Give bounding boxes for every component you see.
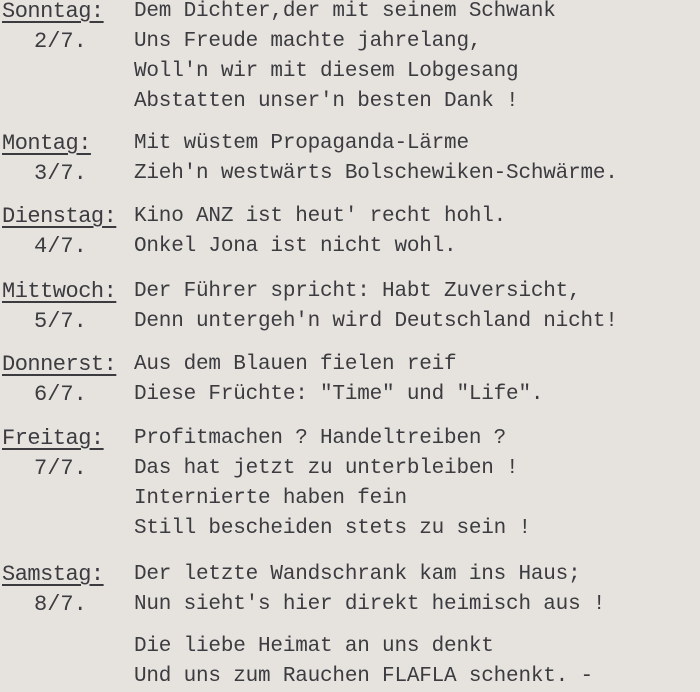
- verse-line: Profitmachen ? Handeltreiben ?: [134, 427, 507, 450]
- day-label: Sonntag:: [2, 0, 104, 24]
- verse-line: Still bescheiden stets zu sein !: [134, 517, 531, 540]
- day-label: Samstag:: [2, 562, 104, 587]
- verse-line: Das hat jetzt zu unterbleiben !: [134, 457, 519, 480]
- verse-line: Der Führer spricht: Habt Zuversicht,: [134, 280, 581, 303]
- verse: [134, 202, 700, 262]
- verse: [134, 129, 700, 189]
- verse-line: Abstatten unser'n besten Dank !: [134, 90, 519, 113]
- day-label: Dienstag:: [2, 204, 117, 229]
- verse-line: Denn untergeh'n wird Deutschland nicht!: [134, 310, 618, 333]
- verse-line: Mit wüstem Propaganda-Lärme: [134, 132, 469, 155]
- verse-line: Diese Früchte: "Time" und "Life".: [134, 383, 544, 406]
- date-label: 5/7.: [34, 309, 87, 334]
- verse-line: Dem Dichter,der mit seinem Schwank: [134, 0, 556, 23]
- verse: [134, 560, 700, 620]
- verse: [134, 632, 700, 692]
- date-label: 2/7.: [34, 29, 87, 54]
- date-label: 7/7.: [34, 456, 87, 481]
- verse-line: Aus dem Blauen fielen reif: [134, 353, 457, 376]
- verse-line: Woll'n wir mit diesem Lobgesang: [134, 60, 519, 83]
- date-label: 4/7.: [34, 234, 87, 259]
- date-label: 6/7.: [34, 382, 87, 407]
- verse-line: Die liebe Heimat an uns denkt: [134, 635, 494, 658]
- verse: [134, 0, 700, 117]
- verse: [134, 277, 700, 337]
- day-label: Freitag:: [2, 426, 104, 451]
- verse-line: Onkel Jona ist nicht wohl.: [134, 235, 457, 258]
- day-label: Mittwoch:: [2, 279, 117, 304]
- verse-line: Kino ANZ ist heut' recht hohl.: [134, 205, 507, 228]
- verse-line: Internierte haben fein: [134, 487, 407, 510]
- verse: [134, 350, 700, 410]
- verse-line: Der letzte Wandschrank kam ins Haus;: [134, 563, 581, 586]
- date-label: 3/7.: [34, 161, 87, 186]
- verse-line: Und uns zum Rauchen FLAFLA schenkt. -: [134, 665, 593, 688]
- verse-line: Nun sieht's hier direkt heimisch aus !: [134, 593, 606, 616]
- day-label: Donnerst:: [2, 352, 117, 377]
- verse-line: Zieh'n westwärts Bolschewiken-Schwärme.: [134, 162, 618, 185]
- verse: [134, 424, 700, 544]
- verse-line: Uns Freude machte jahrelang,: [134, 30, 482, 53]
- day-label: Montag:: [2, 131, 91, 156]
- date-label: 8/7.: [34, 592, 87, 617]
